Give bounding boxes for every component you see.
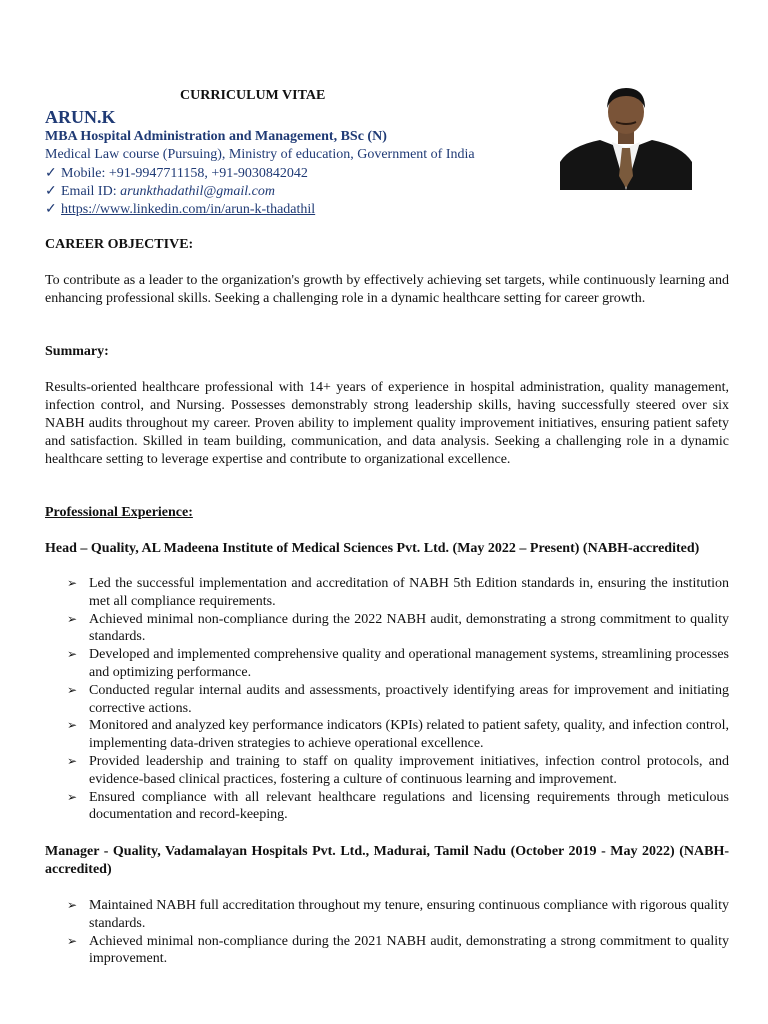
check-icon: ✓ xyxy=(45,202,57,217)
job-bullet-list xyxy=(45,897,729,968)
list-item: ➢ Monitored and analyzed key performance indicators (KPIs) related to patient safety, quality, and infection control, implementing data-driven strategies to achieve operational excellence. xyxy=(67,718,729,752)
job-bullet-list xyxy=(45,575,729,824)
list-item: ➢ Conducted regular internal audits and assessments, proactively identifying areas for improvement and initiating corrective actions. xyxy=(67,682,729,716)
mobile-text: Mobile: +91-9947711158, +91-9030842042 xyxy=(61,166,308,181)
check-icon: ✓ xyxy=(45,166,57,181)
arrow-bullet-icon: ➢ xyxy=(67,718,78,733)
summary-text: Results-oriented healthcare professional with 14+ years of experience in hospital administration, quality management, infection control, and Nursing. Possesses demonstrably strong leadership skills, having successfully steered over six NABH audits throughout my career. Proven ability to implement quality improvement initiatives, ensuring patient safety and satisfaction. Skilled in team building, communication, and data analysis. Seeking a challenging role in a dynamic healthcare setting to leverage expertise and contribute to organizational excellence. xyxy=(45,380,729,467)
list-item: ➢ Maintained NABH full accreditation throughout my tenure, ensuring continuous compliance with rigorous quality standards. xyxy=(67,898,729,931)
list-item: ➢ Led the successful implementation and accreditation of NABH 5th Edition standards in, ensuring the institution met all compliance requirements. xyxy=(67,576,729,609)
list-item: ➢ Provided leadership and training to staff on quality improvement initiatives, infection control protocols, and evidence-based clinical practices, fostering a culture of continuous learning and improvement. xyxy=(67,753,729,787)
email-link[interactable]: arunkthadathil@gmail.com xyxy=(120,184,275,199)
linkedin-line xyxy=(45,201,315,218)
arrow-bullet-icon: ➢ xyxy=(67,576,78,590)
career-objective-text: To contribute as a leader to the organization's growth by effectively achieving set targets, while continuously learning and enhancing professional skills. Seeking a challenging role in a dynamic healthcare setting for career growth. xyxy=(45,273,729,306)
candidate-name: ARUN.K xyxy=(45,107,116,127)
arrow-bullet-icon: ➢ xyxy=(67,933,78,948)
arrow-bullet-icon: ➢ xyxy=(67,789,78,804)
list-item: ➢ Achieved minimal non-compliance during the 2021 NABH audit, demonstrating a strong commitment to quality improvement. xyxy=(67,933,729,967)
course-line: Medical Law course (Pursuing), Ministry of education, Government of India xyxy=(45,147,475,162)
arrow-bullet-icon: ➢ xyxy=(67,753,78,768)
degree-line: MBA Hospital Administration and Management, BSc (N) xyxy=(45,129,387,144)
email-label: Email ID: xyxy=(61,184,117,199)
check-icon: ✓ xyxy=(45,184,57,199)
experience-heading: Professional Experience: xyxy=(45,505,193,520)
list-item: ➢ Achieved minimal non-compliance during the 2022 NABH audit, demonstrating a strong commitment to quality standards. xyxy=(67,611,729,645)
list-item: ➢ Ensured compliance with all relevant healthcare regulations and licensing requirements through meticulous documentation and record-keeping. xyxy=(67,789,729,823)
arrow-bullet-icon: ➢ xyxy=(67,898,78,912)
job-title: Manager - Quality, Vadamalayan Hospitals Pvt. Ltd., Madurai, Tamil Nadu (October 2019 - May 2022) (NABH-accredited) xyxy=(45,844,729,877)
document-title: CURRICULUM VITAE xyxy=(180,88,326,103)
arrow-bullet-icon: ➢ xyxy=(67,611,78,626)
linkedin-link[interactable]: https://www.linkedin.com/in/arun-k-thadathil xyxy=(61,202,316,217)
profile-photo xyxy=(560,84,692,190)
career-objective-heading: CAREER OBJECTIVE: xyxy=(45,237,194,252)
summary-heading: Summary: xyxy=(45,344,109,359)
email-line xyxy=(45,183,275,200)
arrow-bullet-icon: ➢ xyxy=(67,682,78,697)
list-item: ➢ Developed and implemented comprehensive quality and operational management systems, streamlining processes and optimizing performance. xyxy=(67,647,729,680)
job-title: Head – Quality, AL Madeena Institute of Medical Sciences Pvt. Ltd. (May 2022 – Present) (NABH-accredited) xyxy=(45,541,700,556)
arrow-bullet-icon: ➢ xyxy=(67,647,78,662)
mobile-line xyxy=(45,165,308,182)
